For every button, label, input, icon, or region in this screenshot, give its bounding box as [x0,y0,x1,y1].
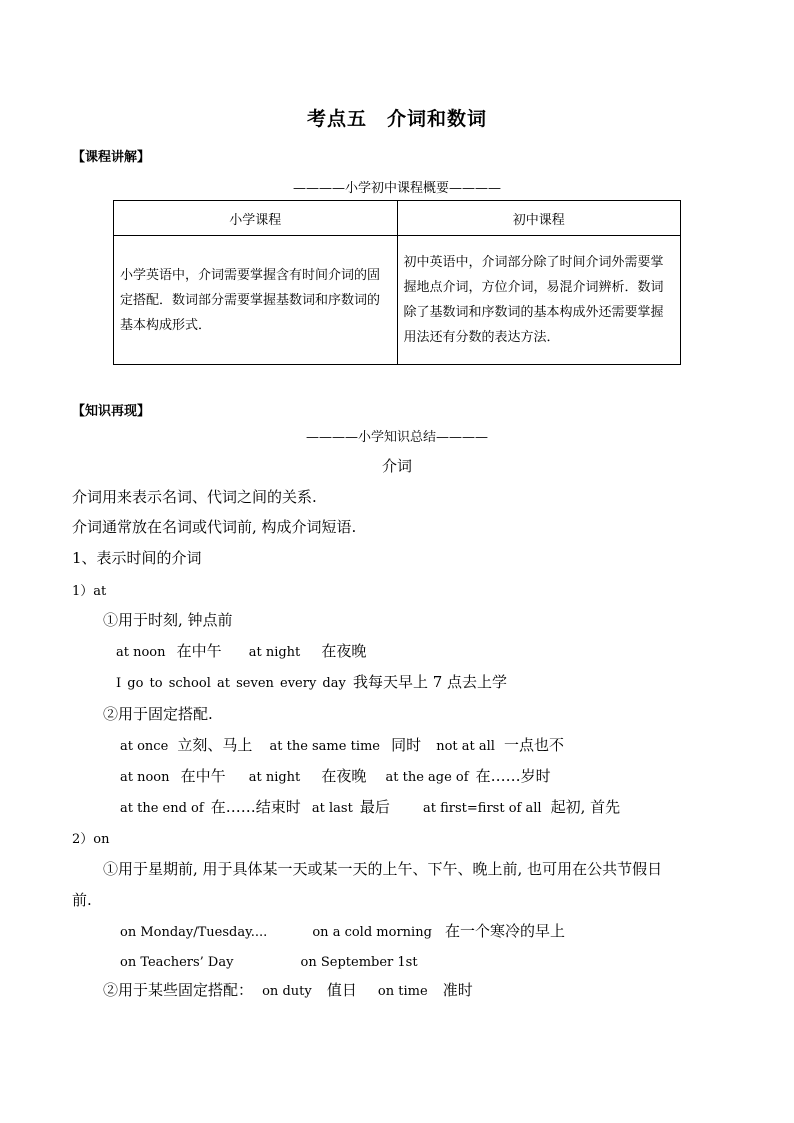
phrase-meaning: 准时 [442,981,473,999]
phrase: on Monday/Tuesday.... [120,925,268,940]
phrase-meaning: 在夜晚 [321,642,367,660]
example-sentence: I go to school at seven every day [116,676,346,691]
at-use-1: ①用于时刻, 钟点前 [103,611,233,629]
table-header-primary: 小学课程 [114,201,398,236]
page-title: 考点五 介词和数词 [306,108,487,130]
on-use-1-continued: 前. [72,891,92,909]
phrase: on a cold morning [312,925,432,940]
phrase: on Teachers’ Day [120,955,234,970]
at-fixed-row-1 [120,734,564,755]
table-header-row [114,201,681,236]
section-heading-course: 【课程讲解】 [72,150,151,165]
phrase-meaning: 起初, 首先 [550,798,621,816]
at-example-sentence [116,671,507,692]
table-row [114,236,681,365]
phrase-meaning: 立刻、马上 [177,736,253,754]
phrase: at night [248,770,301,785]
phrase: not at all [436,739,495,754]
course-summary-subtitle: ————小学初中课程概要———— [292,181,501,196]
at-use-2: ②用于固定搭配. [103,705,213,723]
label-at: 1）at [72,584,107,599]
phrase-meaning: 在……岁时 [475,767,551,785]
phrase: at first=first of all [423,801,542,816]
section-heading-knowledge: 【知识再现】 [72,404,151,419]
phrase-meaning: 一点也不 [504,736,565,754]
at-example-row-1 [116,640,366,661]
phrase: at night [248,645,301,660]
phrase-meaning: 在中午 [180,767,226,785]
phrase: at once [120,739,169,754]
phrase-meaning: 在中午 [176,642,222,660]
phrase: on time [377,984,428,999]
on-example-row-1 [120,920,565,941]
on-use-1: ①用于星期前, 用于具体某一天或某一天的上午、下午、晚上前, 也可用在公共节假日 [103,860,663,878]
phrase-meaning: 在夜晚 [321,767,367,785]
table-cell-junior: 初中英语中，介词部分除了时间介词外需要掌握地点介词，方位介词，易混介词辨析．数词除了基数词和序数词的基本构成外还需要掌握用法还有分数的表达方法． [397,236,681,365]
phrase-meaning: 在……结束时 [210,798,301,816]
on-example-row-2 [120,951,418,970]
paragraph-position: 介词通常放在名词或代词前, 构成介词短语. [72,518,357,536]
on-use-2: ②用于某些固定搭配： [103,981,254,999]
on-use-2-row [103,979,473,1000]
phrase: at noon [120,770,170,785]
table-header-junior: 初中课程 [397,201,681,236]
phrase: at the end of [120,801,204,816]
point-time-prepositions: 1、表示时间的介词 [72,549,202,567]
phrase: on duty [262,984,312,999]
phrase: at noon [116,645,166,660]
paragraph-definition: 介词用来表示名词、代词之间的关系. [72,488,317,506]
phrase: on September 1st [300,955,418,970]
knowledge-summary-subtitle: ————小学知识总结———— [305,430,488,445]
phrase-meaning: 最后 [359,798,390,816]
course-summary-table [113,200,681,365]
phrase: at the same time [269,739,380,754]
example-sentence-meaning: 我每天早上 7 点去上学 [352,673,508,691]
phrase-meaning: 在一个寒冷的早上 [444,922,565,940]
table-cell-primary: 小学英语中，介词需要掌握含有时间介词的固定搭配．数词部分需要掌握基数词和序数词的基本构成形式． [114,236,398,365]
phrase-meaning: 同时 [391,736,422,754]
at-fixed-row-2 [120,765,551,786]
phrase-meaning: 值日 [326,981,357,999]
at-fixed-row-3 [120,796,620,817]
label-on: 2）on [72,832,110,847]
heading-preposition: 介词 [381,457,412,475]
phrase: at the age of [385,770,469,785]
phrase: at last [311,801,353,816]
